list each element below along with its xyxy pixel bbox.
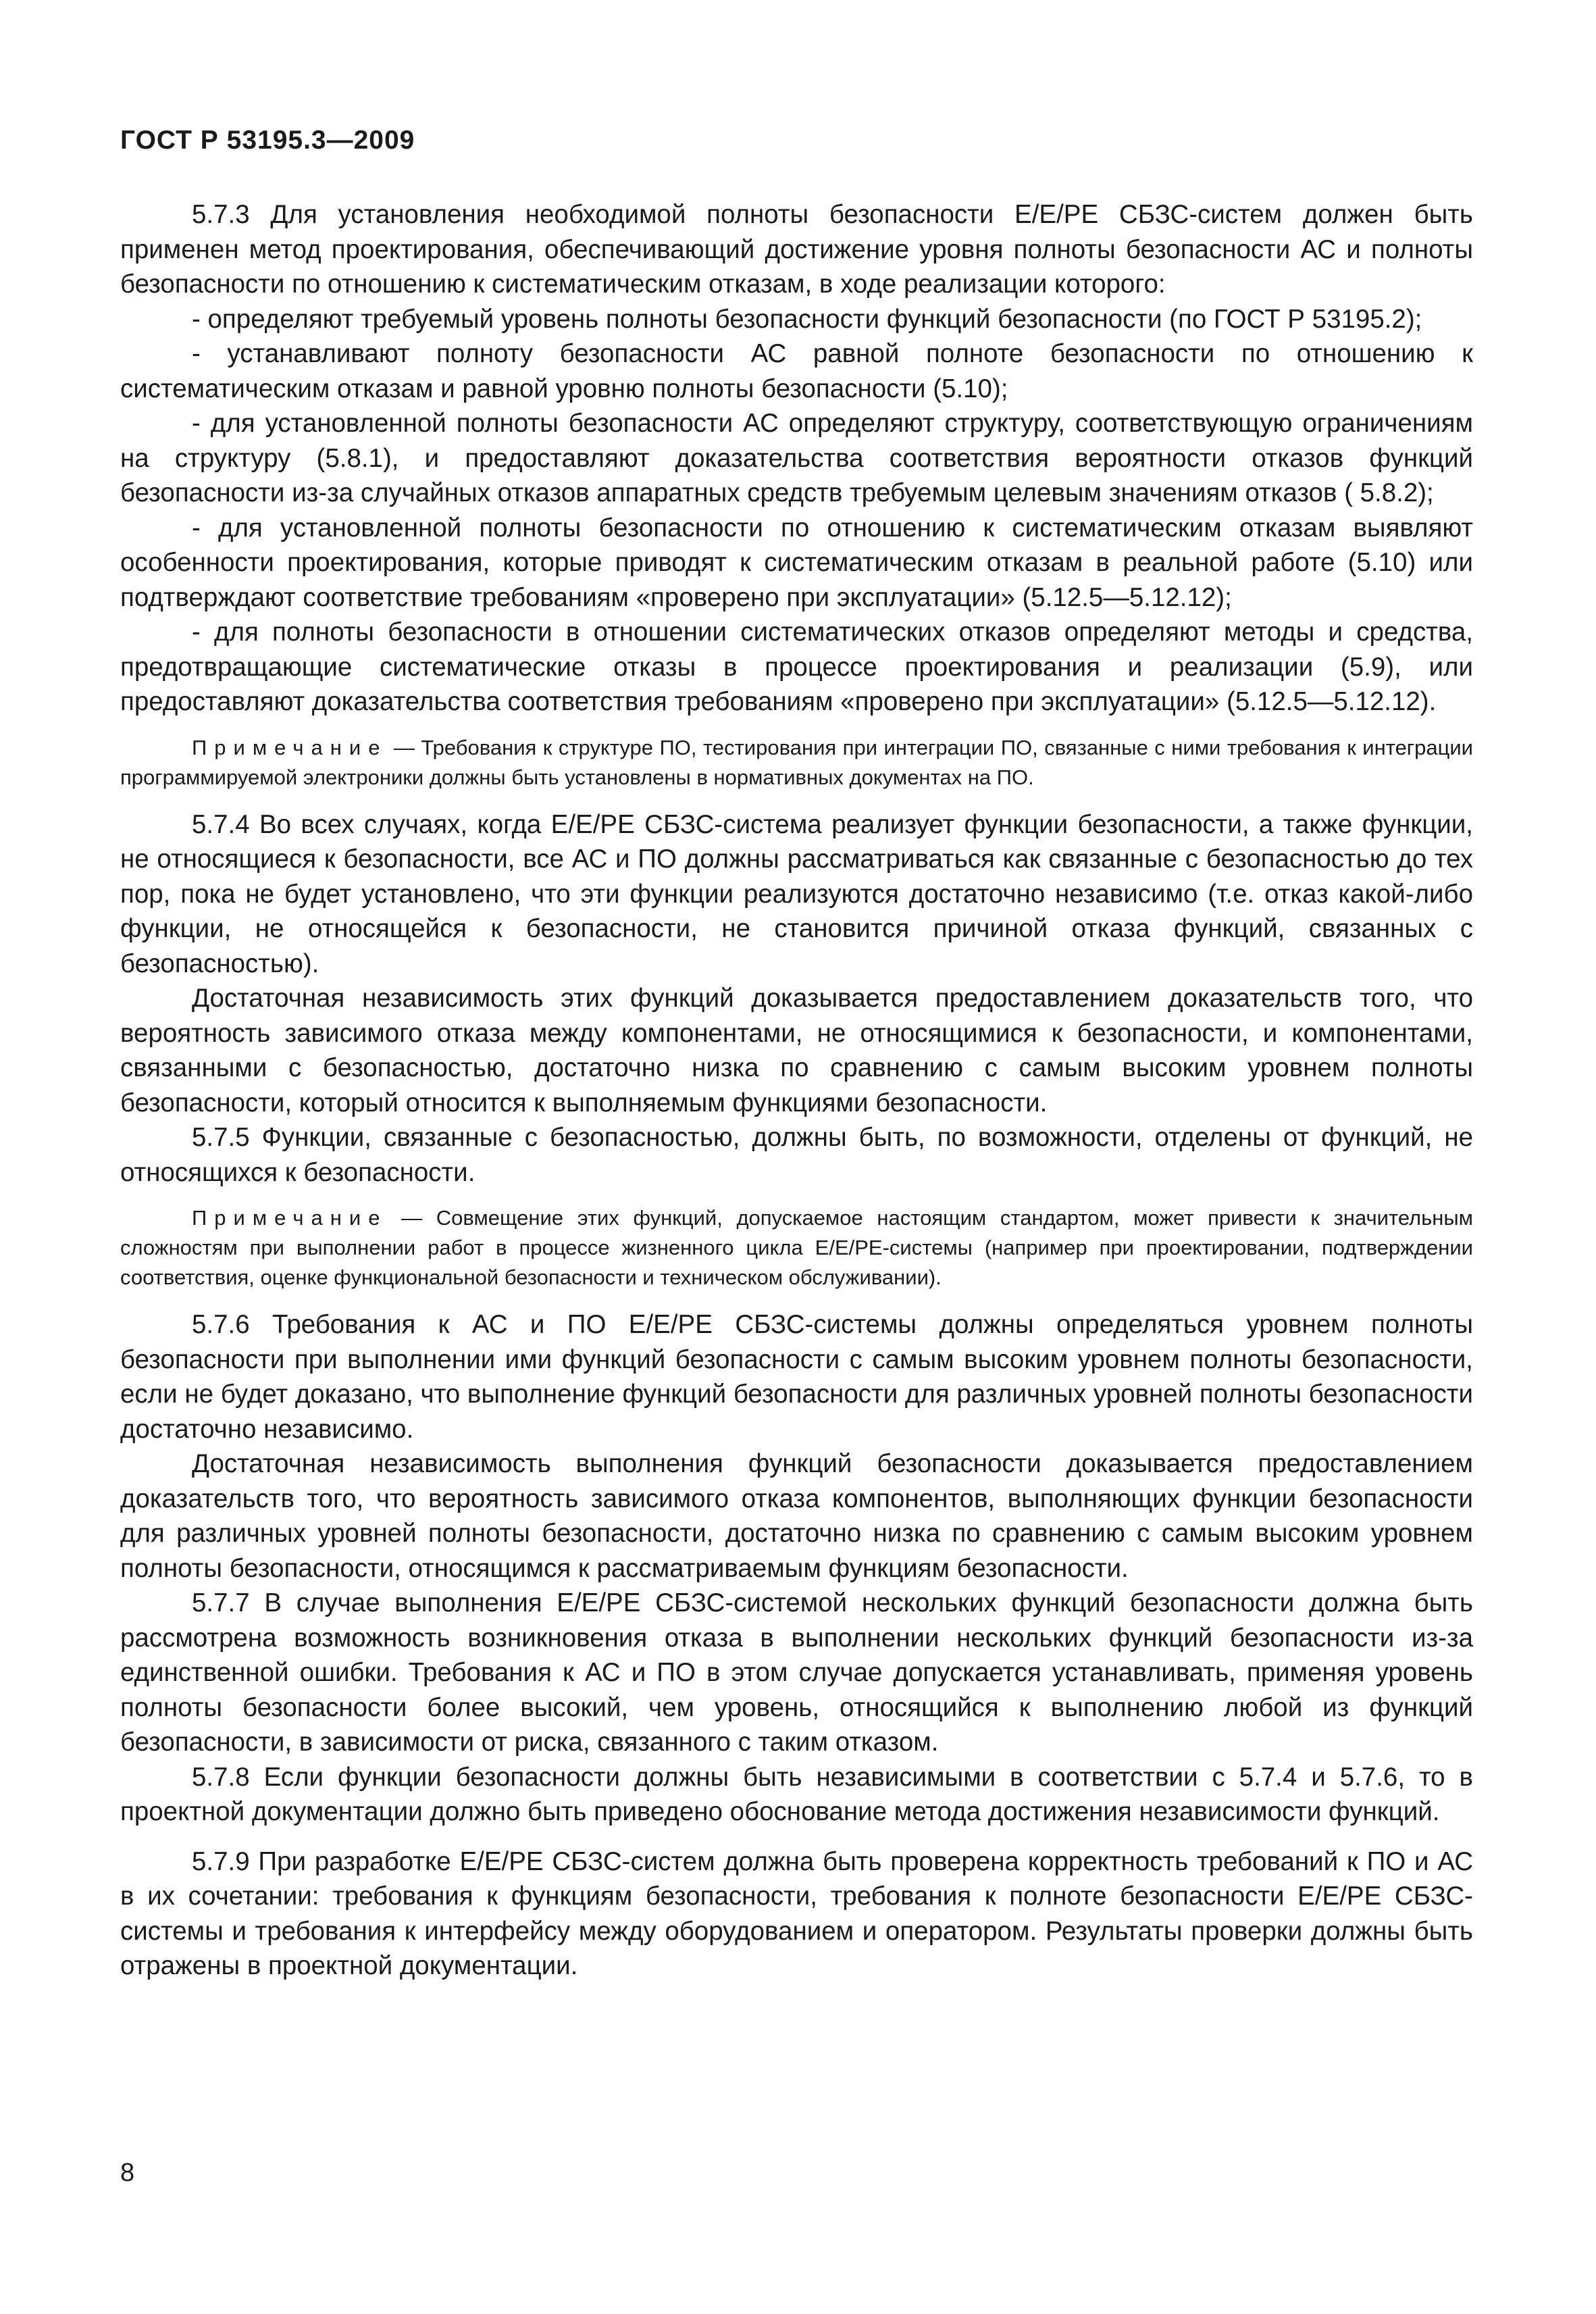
list-item: - устанавливают полноту безопасности АС равной полноте безопасности по отношению к систематическим отказам и равной уровню полноты безопасности (5.10);: [120, 339, 1473, 403]
paragraph-5-7-6: 5.7.6 Требования к АС и ПО Е/Е/РЕ СБЗС-системы должны определяться уровнем полноты безопасности при выполнении ими функций безопасности с самым высоким уровнем полноты безопасности, если не будет доказано, что выполнение функций безопасности для различных уровней полноты безопасности достаточно независимо.: [120, 1310, 1473, 1444]
list-item: - для установленной полноты безопасности АС определяют структуру, соответствующую ограничениям на структуру (5.8.1), и предоставляют доказательства соответствия вероятности отказов функций безопасности из-за случайных отказов аппаратных средств требуемым целевым значениям отказов ( 5.8.2);: [120, 409, 1473, 507]
note-software-structure: [120, 733, 1473, 793]
paragraph-5-7-3: 5.7.3 Для установления необходимой полноты безопасности Е/Е/РЕ СБЗС-систем должен быть применен метод проектирования, обеспечивающий достижение уровня полноты безопасности АС и полноты безопасности по отношению к систематическим отказам, в ходе реализации которого:: [120, 200, 1473, 299]
note-function-combination: [120, 1203, 1473, 1292]
note-label: Примечание: [192, 1206, 388, 1230]
paragraph-5-7-4: 5.7.4 Во всех случаях, когда Е/Е/РЕ СБЗС-система реализует функции безопасности, а также функции, не относящиеся к безопасности, все АС и ПО должны рассматриваться как связанные с безопасностью до тех пор, пока не будет установлено, что эти функции реализуются достаточно независимо (т.е. отказ какой-либо функции, не относящейся к безопасности, не становится причиной отказа функций, связанных с безопасностью).: [120, 809, 1473, 978]
paragraph-5-7-5: 5.7.5 Функции, связанные с безопасностью, должны быть, по возможности, отделены от функций, не относящихся к безопасности.: [120, 1123, 1473, 1187]
note-text: — Требования к структуре ПО, тестирования при интеграции ПО, связанные с ними требования к интеграции программируемой электроники должны быть установлены в нормативных документах на ПО.: [120, 735, 1473, 789]
paragraph-5-7-6-continuation: Достаточная независимость выполнения функций безопасности доказывается предоставлением доказательств того, что вероятность зависимого отказа компонентов, выполняющих функции безопасности для различных уровней полноты безопасности, достаточно низка по сравнению с самым высоким уровнем полноты безопасности, относящимся к рассматриваемым функциям безопасности.: [120, 1449, 1473, 1583]
page-number: 8: [120, 2159, 135, 2187]
document-code-header: ГОСТ Р 53195.3—2009: [120, 126, 415, 155]
note-label: Примечание: [192, 735, 388, 759]
paragraph-5-7-9: 5.7.9 При разработке Е/Е/РЕ СБЗС-систем должна быть проверена корректность требований к ПО и АС в их сочетании: требования к функциям безопасности, требования к полноте безопасности Е/Е/РЕ СБЗС-системы и требования к интерфейсу между оборудованием и оператором. Результаты проверки должны быть отражены в проектной документации.: [120, 1846, 1473, 1980]
document-body: [120, 197, 1473, 1984]
list-item: - для установленной полноты безопасности по отношению к систематическим отказам выявляют особенности проектирования, которые приводят к систематическим отказам в реальной работе (5.10) или подтверждают соответствие требованиям «проверено при эксплуатации» (5.12.5—5.12.12);: [120, 513, 1473, 612]
paragraph-5-7-4-continuation: Достаточная независимость этих функций доказывается предоставлением доказательств того, что вероятность зависимого отказа между компонентами, не относящимися к безопасности, и компонентами, связанными с безопасностью, достаточно низка по сравнению с самым высоким уровнем полноты безопасности, который относится к выполняемым функциями безопасности.: [120, 984, 1473, 1117]
note-text: — Совмещение этих функций, допускаемое настоящим стандартом, может привести к значительным сложностям при выполнении работ в процессе жизненного цикла Е/Е/РЕ-системы (например при проектировании, подтверждении соответствия, оценке функциональной безопасности и техническом обслуживании).: [120, 1206, 1473, 1289]
list-item: - определяют требуемый уровень полноты безопасности функций безопасности (по ГОСТ Р 53195.2);: [192, 304, 1422, 334]
paragraph-5-7-7: 5.7.7 В случае выполнения Е/Е/РЕ СБЗС-системой нескольких функций безопасности должна быть рассмотрена возможность возникновения отказа в выполнении нескольких функций безопасности из-за единственной ошибки. Требования к АС и ПО в этом случае допускается устанавливать, применяя уровень полноты безопасности более высокий, чем уровень, относящийся к выполнению любой из функций безопасности, в зависимости от риска, связанного с таким отказом.: [120, 1588, 1473, 1757]
list-item: - для полноты безопасности в отношении систематических отказов определяют методы и средства, предотвращающие систематические отказы в процессе проектирования и реализации (5.9), или предоставляют доказательства соответствия требованиям «проверено при эксплуатации» (5.12.5—5.12.12).: [120, 618, 1473, 716]
paragraph-5-7-8: 5.7.8 Если функции безопасности должны быть независимыми в соответствии с 5.7.4 и 5.7.6, то в проектной документации должно быть приведено обоснование метода достижения независимости функций.: [120, 1762, 1473, 1826]
